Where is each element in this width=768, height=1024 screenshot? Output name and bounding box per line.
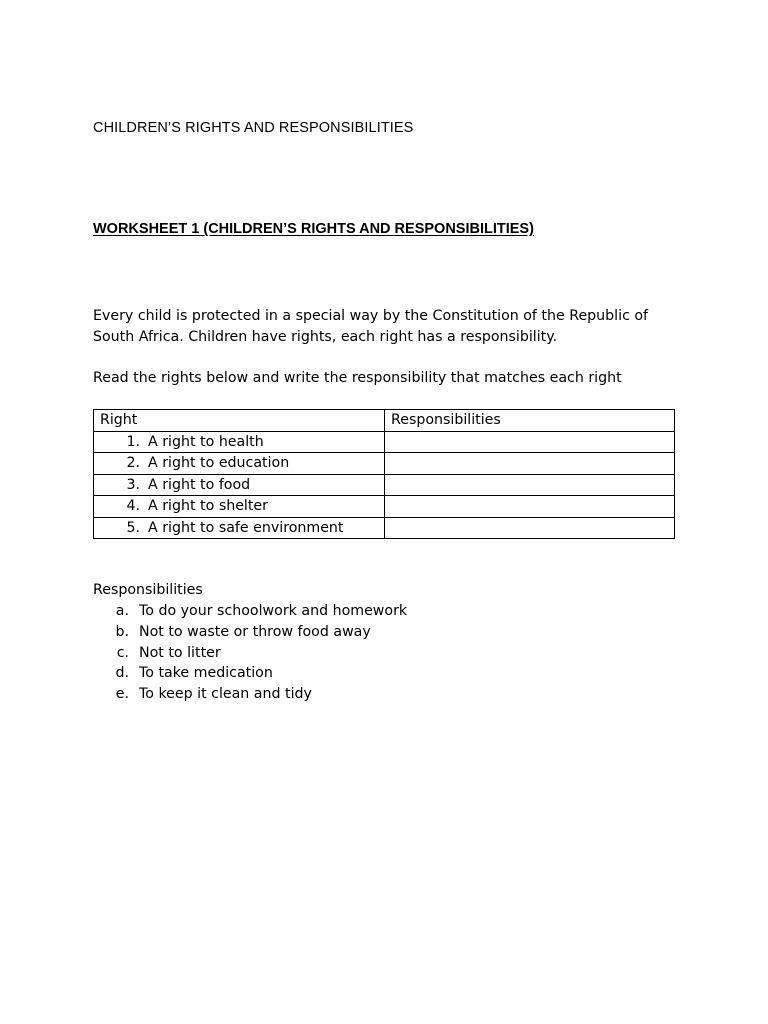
table-row [94,496,675,518]
row-number: 5. [126,519,140,536]
intro-line: South Africa. Children have rights, each right has a responsibility. [93,328,558,345]
row-number: 3. [126,476,140,493]
right-cell [94,474,385,496]
list-item [93,663,407,684]
list-text: Not to litter [139,644,221,661]
rights-table [93,409,675,539]
header-right: Right [94,410,385,432]
table-row [94,517,675,539]
table-row [94,453,675,475]
right-text: A right to food [148,476,251,493]
list-item [93,622,407,643]
list-item [93,684,407,705]
row-number: 4. [126,498,140,515]
list-item [93,601,407,622]
row-number: 1. [126,433,140,450]
right-cell [94,517,385,539]
list-text: To take medication [139,665,273,682]
list-letter: a. [115,603,129,619]
right-text: A right to shelter [148,498,268,515]
list-text: To do your schoolwork and homework [139,603,408,619]
right-cell [94,496,385,518]
table-row [94,474,675,496]
list-letter: e. [115,686,129,703]
intro-line: Every child is protected in a special way by the Constitution of the Republic of [93,308,649,324]
worksheet-title: WORKSHEET 1 (CHILDREN’S RIGHTS AND RESPONSIBILITIES) [93,221,534,237]
responsibility-cell[interactable] [385,474,675,496]
responsibility-cell[interactable] [385,431,675,453]
list-letter: d. [115,665,129,682]
responsibilities-heading: Responsibilities [93,582,203,598]
header-responsibilities: Responsibilities [385,410,675,432]
intro-paragraph [93,306,648,347]
list-text: To keep it clean and tidy [139,686,312,703]
right-cell [94,453,385,475]
instruction-text: Read the rights below and write the responsibility that matches each right [93,370,622,386]
list-text: Not to waste or throw food away [139,623,371,640]
table-header-row [94,410,675,432]
document-heading: CHILDREN’S RIGHTS AND RESPONSIBILITIES [93,120,414,136]
responsibility-cell[interactable] [385,496,675,518]
row-number: 2. [126,455,140,472]
responsibilities-list [93,601,407,705]
right-text: A right to health [148,433,264,450]
responsibility-cell[interactable] [385,517,675,539]
list-letter: b. [115,623,129,640]
right-text: A right to education [148,455,290,472]
table-row [94,431,675,453]
list-item [93,643,407,664]
responsibility-cell[interactable] [385,453,675,475]
list-letter: c. [116,644,129,661]
right-text: A right to safe environment [148,519,344,536]
right-cell [94,431,385,453]
